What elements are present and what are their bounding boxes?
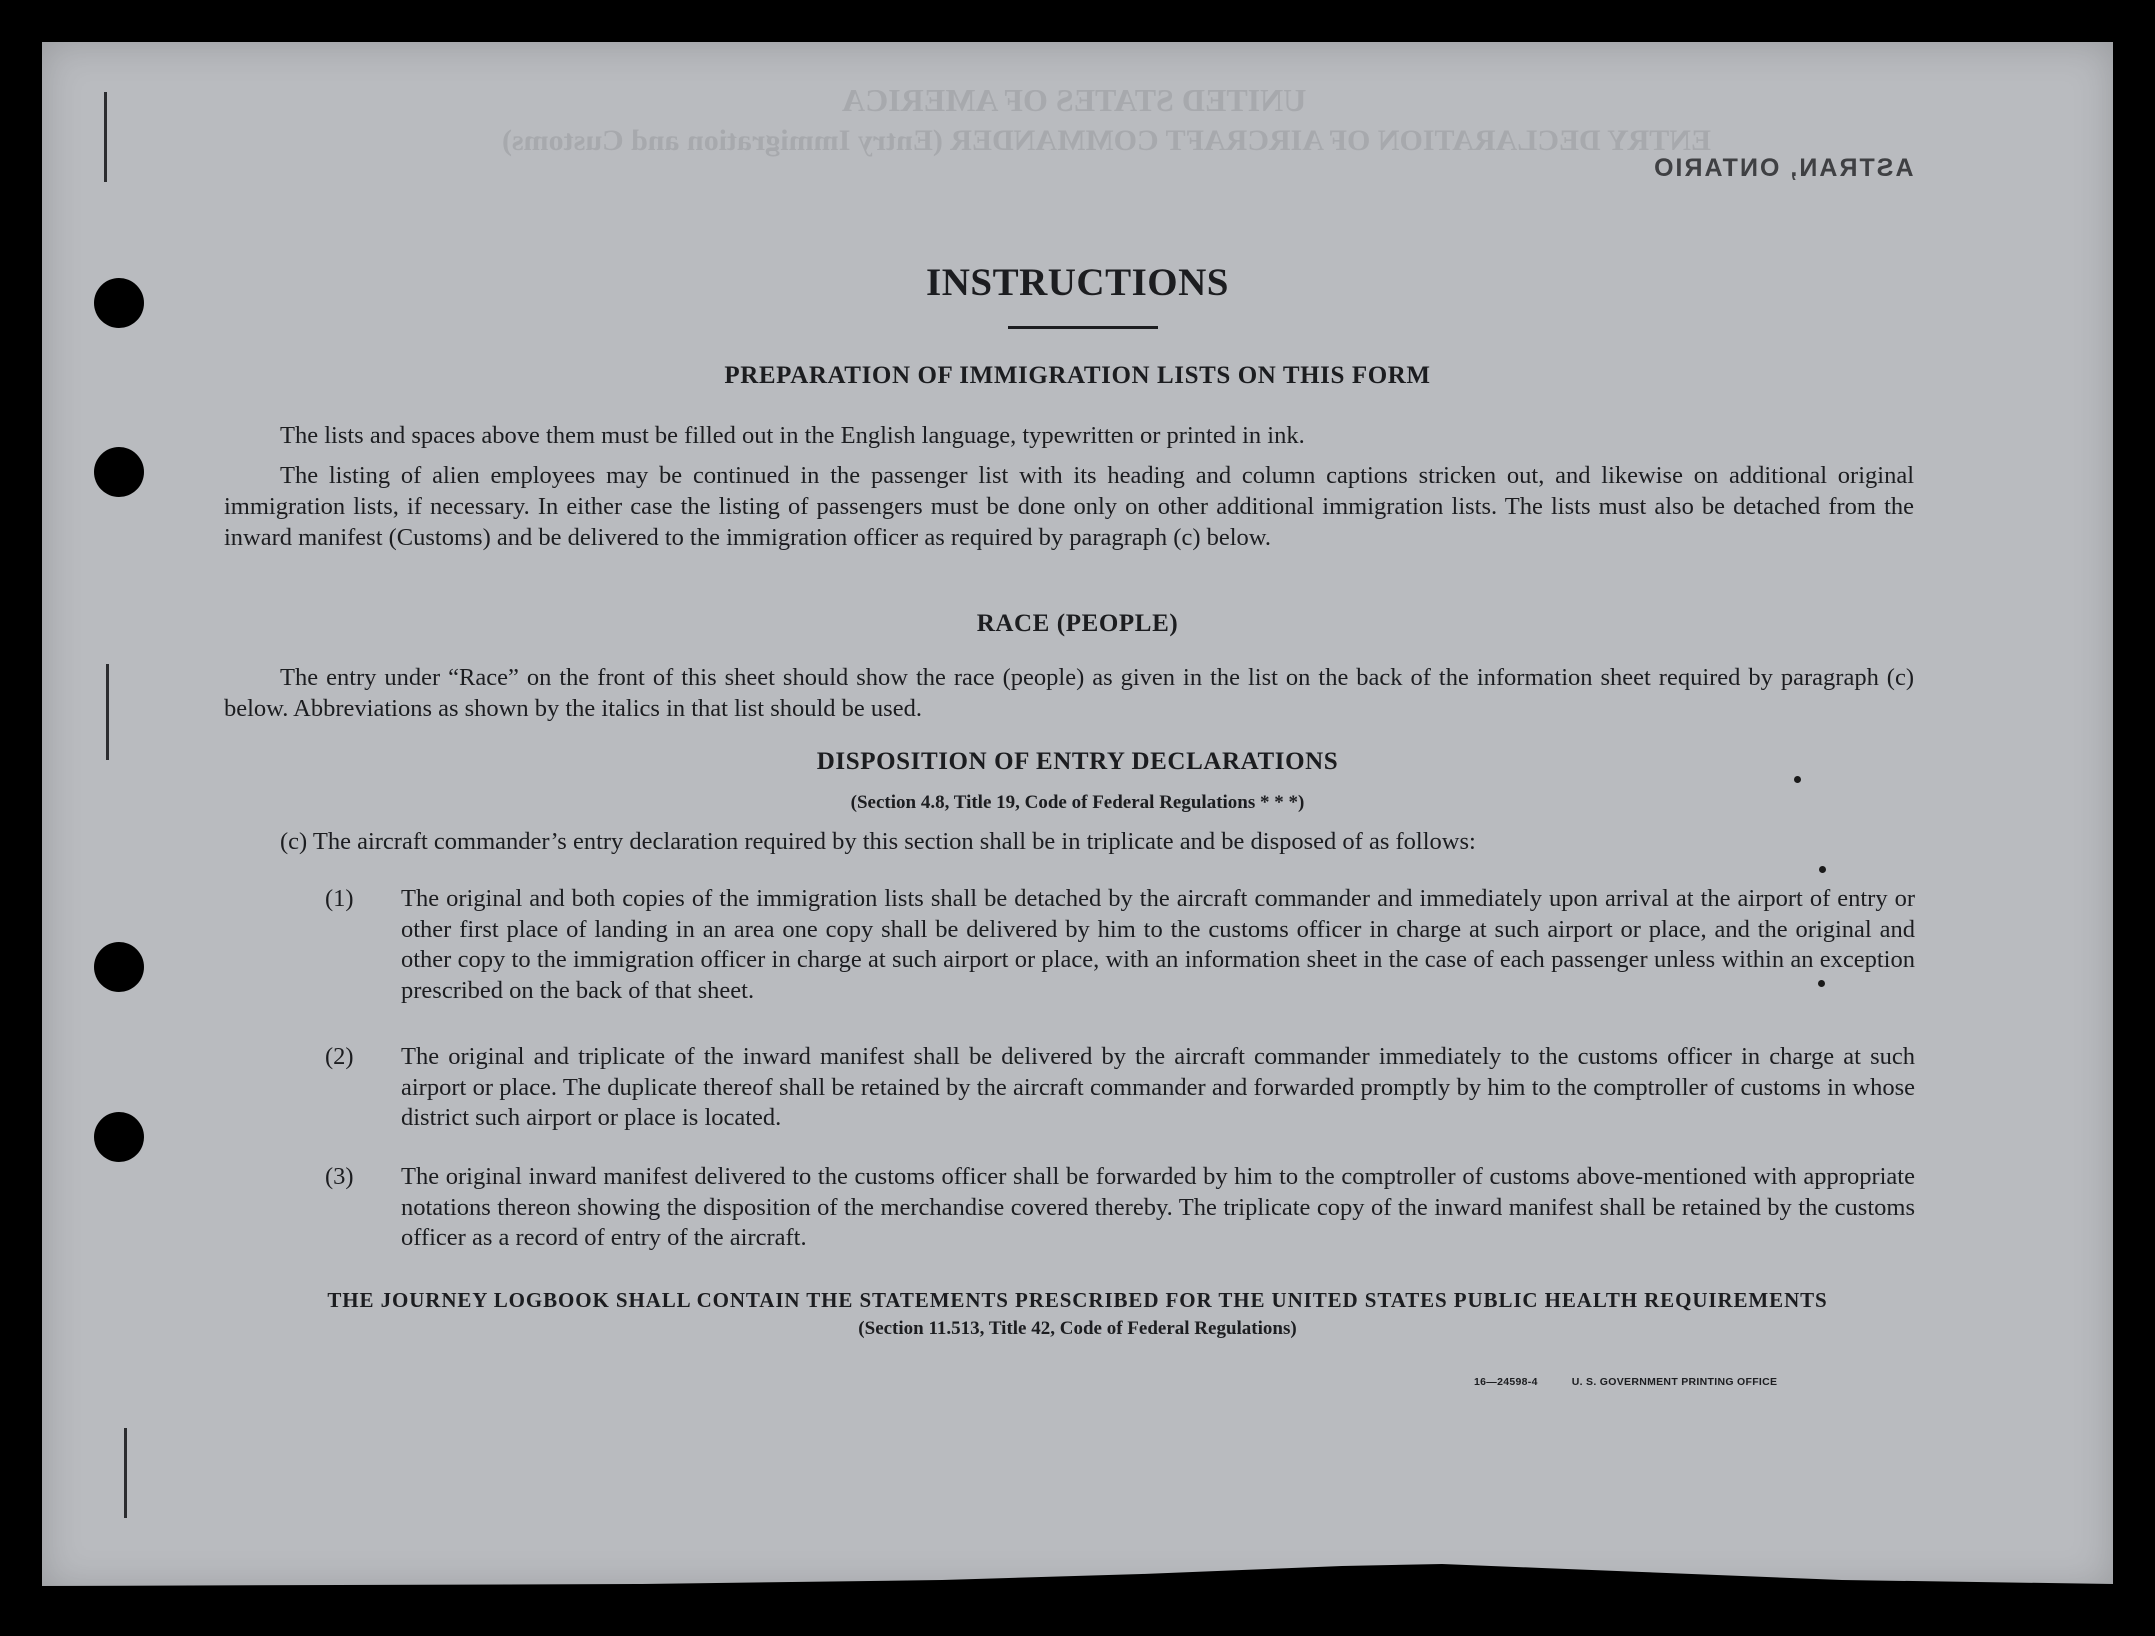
form-number: 16—24598-4 <box>1474 1376 1538 1388</box>
torn-edge <box>42 1550 2113 1590</box>
printer-imprint <box>1474 1376 1811 1388</box>
bleed-through-form-title: ENTRY DECLARATION OF AIRCRAFT COMMANDER (Entry Immigration and Customs) <box>502 124 1711 157</box>
page-title: INSTRUCTIONS <box>926 261 1229 304</box>
item-number: (1) <box>325 885 354 912</box>
disposition-citation: (Section 4.8, Title 19, Code of Federal Regulations * * *) <box>850 792 1305 813</box>
preparation-paragraph-1: The lists and spaces above them must be filled out in the English language, typewritten or printed in ink. <box>280 422 1305 449</box>
punch-hole <box>94 447 144 497</box>
ink-speck <box>1794 776 1801 783</box>
margin-mark <box>124 1428 127 1518</box>
disposition-intro: (c) The aircraft commander’s entry declaration required by this section shall be in triplicate and be disposed of as follows: <box>280 828 1476 855</box>
bleed-through-country: UNITED STATES OF AMERICA <box>842 82 1307 118</box>
bleed-through-stamp: ASTRAN, ONTARIO <box>1652 154 1914 182</box>
margin-mark <box>106 664 109 760</box>
title-underline <box>1008 326 1158 329</box>
health-citation: (Section 11.513, Title 42, Code of Federal Regulations) <box>858 1318 1297 1339</box>
ink-speck <box>1819 866 1826 873</box>
margin-mark <box>104 92 107 182</box>
punch-hole <box>94 942 144 992</box>
item-number: (3) <box>325 1163 354 1190</box>
health-statement: THE JOURNEY LOGBOOK SHALL CONTAIN THE STATEMENTS PRESCRIBED FOR THE UNITED STATES PUBLIC HEALTH REQUIREMENTS <box>327 1288 1828 1312</box>
disposition-item-1 <box>325 884 1915 1006</box>
item-text: The original inward manifest delivered to the customs officer shall be forwarded by him to the comptroller of customs above-mentioned with appropriate notations thereon showing the disposition of the merchandise covered thereby. The triplicate copy of the inward manifest shall be retained by the customs officer as a record of entry of the aircraft. <box>401 1163 1915 1251</box>
item-text: The original and triplicate of the inward manifest shall be delivered by the aircraft commander immediately to the customs officer in charge at such airport or place. The duplicate thereof shall be retained by the aircraft commander and forwarded promptly by him to the comptroller of customs in whose district such airport or place is located. <box>401 1043 1915 1131</box>
punch-hole <box>94 1112 144 1162</box>
preparation-heading: PREPARATION OF IMMIGRATION LISTS ON THIS FORM <box>724 362 1431 389</box>
disposition-item-2 <box>325 1042 1915 1134</box>
disposition-item-3 <box>325 1162 1915 1254</box>
item-text: The original and both copies of the immigration lists shall be detached by the aircraft commander and immediately upon arrival at the airport of entry or other first place of landing in an area one copy shall be delivered by him to the customs officer in charge at such airport or place, and the original and other copy to the immigration officer in charge at such airport or place, with an information sheet in the case of each passenger unless within an exception prescribed on the back of that sheet. <box>401 885 1915 1004</box>
item-number: (2) <box>325 1043 354 1070</box>
preparation-paragraph-2: The listing of alien employees may be continued in the passenger list with its heading and column captions stricken out, and likewise on additional original immigration lists, if necessary. In either case the listing of passengers must be done only on other additional immigration lists. The lists must also be detached from the inward manifest (Customs) and be delivered to the immigration officer as required by paragraph (c) below. <box>224 462 1914 551</box>
printer-name: U. S. GOVERNMENT PRINTING OFFICE <box>1571 1376 1778 1388</box>
race-paragraph: The entry under “Race” on the front of this sheet should show the race (people) as given in the list on the back of the information sheet required by paragraph (c) below. Abbreviations as shown by the italics in that list should be used. <box>224 664 1914 722</box>
disposition-heading: DISPOSITION OF ENTRY DECLARATIONS <box>816 748 1339 775</box>
document-page <box>42 42 2113 1590</box>
race-heading: RACE (PEOPLE) <box>976 610 1179 637</box>
